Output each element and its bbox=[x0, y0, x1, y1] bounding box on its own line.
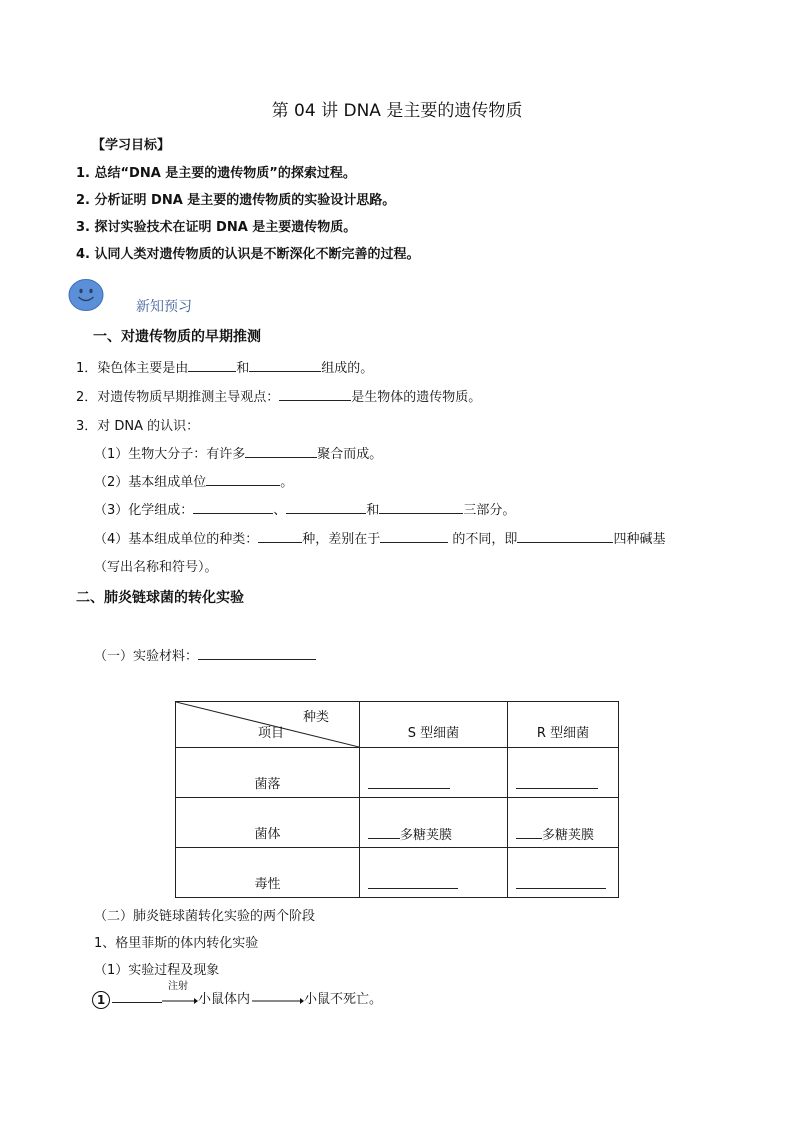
question-3-4-text-c: 的不同，即 bbox=[448, 532, 518, 547]
question-3-4-text-a: （4）基本组成单位的种类： bbox=[94, 532, 259, 547]
question-2 bbox=[76, 386, 481, 405]
step-1 bbox=[92, 981, 383, 1009]
result-arrow bbox=[250, 989, 304, 1003]
question-3-1-text-a: （1）生物大分子：有许多 bbox=[94, 447, 246, 462]
corner-top-label: 种类 bbox=[302, 710, 329, 725]
answer-blank[interactable] bbox=[206, 471, 280, 486]
row-label: 毒性 bbox=[176, 848, 360, 898]
objective-item-3: 3. 探讨实验技术在证明 DNA 是主要遗传物质。 bbox=[76, 220, 357, 235]
objective-item-4: 4. 认同人类对遗传物质的认识是不断深化不断完善的过程。 bbox=[76, 247, 420, 262]
griffith-heading: 1、格里菲斯的体内转化实验 bbox=[94, 936, 259, 951]
objectives-heading: 【学习目标】 bbox=[92, 138, 171, 153]
table-cell bbox=[360, 748, 508, 798]
arrow-right-icon bbox=[250, 991, 304, 1005]
question-3-4 bbox=[94, 528, 665, 547]
header-s-type: S 型细菌 bbox=[360, 702, 508, 748]
question-3-3-text-b: 、 bbox=[273, 503, 287, 518]
question-3-2-text-a: （2）基本组成单位 bbox=[94, 475, 207, 490]
inject-arrow bbox=[162, 981, 198, 1003]
table-cell bbox=[508, 848, 619, 898]
corner-bottom-label: 项目 bbox=[258, 726, 285, 741]
answer-blank[interactable] bbox=[112, 988, 162, 1003]
answer-blank[interactable] bbox=[516, 776, 598, 789]
smiley-icon bbox=[68, 278, 104, 312]
answer-blank[interactable] bbox=[516, 876, 606, 889]
table-header-row bbox=[176, 702, 619, 748]
cell-suffix: 多糖荚膜 bbox=[400, 828, 453, 843]
question-2-text-a: 2．对遗传物质早期推测主导观点： bbox=[76, 390, 280, 405]
answer-blank[interactable] bbox=[368, 876, 458, 889]
question-1 bbox=[76, 357, 373, 376]
objective-item-1: 1. 总结“DNA 是主要的遗传物质”的探索过程。 bbox=[76, 166, 356, 181]
question-3-3-text-c: 和 bbox=[366, 503, 380, 518]
question-3-4-text-b: 种，差别在于 bbox=[302, 532, 381, 547]
answer-blank[interactable] bbox=[516, 826, 542, 839]
answer-blank[interactable] bbox=[279, 386, 351, 401]
section1-heading: 一、对遗传物质的早期推测 bbox=[93, 329, 261, 345]
preview-label: 新知预习 bbox=[136, 299, 192, 315]
material-label: （一）实验材料： bbox=[94, 649, 199, 664]
question-3-3 bbox=[94, 499, 515, 518]
step-1-into: 小鼠体内 bbox=[198, 992, 251, 1007]
stages-heading: （二）肺炎链球菌转化实验的两个阶段 bbox=[94, 909, 316, 924]
table-cell bbox=[508, 748, 619, 798]
question-3-4-text-d: 四种碱基 bbox=[613, 532, 666, 547]
table-cell bbox=[508, 798, 619, 848]
step-1-result: 小鼠不死亡。 bbox=[304, 992, 383, 1007]
cell-suffix: 多糖荚膜 bbox=[542, 828, 595, 843]
bacteria-table bbox=[175, 701, 619, 898]
header-r-type: R 型细菌 bbox=[508, 702, 619, 748]
answer-blank[interactable] bbox=[517, 528, 613, 543]
material-line bbox=[94, 645, 316, 664]
answer-blank[interactable] bbox=[198, 645, 316, 660]
question-3-1-text-b: 聚合而成。 bbox=[317, 447, 383, 462]
table-corner-cell bbox=[176, 702, 360, 748]
answer-blank[interactable] bbox=[368, 826, 400, 839]
table-cell bbox=[360, 848, 508, 898]
table-cell bbox=[360, 798, 508, 848]
question-3-4-continued: （写出名称和符号）。 bbox=[94, 560, 218, 575]
process-heading: （1）实验过程及现象 bbox=[94, 963, 220, 978]
answer-blank[interactable] bbox=[188, 357, 236, 372]
page-title: 第 04 讲 DNA 是主要的遗传物质 bbox=[271, 101, 523, 121]
question-3-3-text-d: 三部分。 bbox=[463, 503, 516, 518]
arrow-label: 注射 bbox=[168, 981, 188, 992]
answer-blank[interactable] bbox=[249, 357, 321, 372]
answer-blank[interactable] bbox=[380, 528, 448, 543]
answer-blank[interactable] bbox=[368, 776, 450, 789]
answer-blank[interactable] bbox=[193, 499, 273, 514]
question-3-3-text-a: （3）化学组成： bbox=[94, 503, 194, 518]
objective-item-2: 2. 分析证明 DNA 是主要的遗传物质的实验设计思路。 bbox=[76, 193, 396, 208]
step-number-badge: 1 bbox=[92, 991, 110, 1009]
question-1-text-c: 组成的。 bbox=[321, 361, 374, 376]
section2-heading: 二、肺炎链球菌的转化实验 bbox=[76, 590, 244, 606]
question-3-2-text-b: 。 bbox=[280, 475, 294, 490]
question-2-text-b: 是生物体的遗传物质。 bbox=[351, 390, 482, 405]
answer-blank[interactable] bbox=[258, 528, 302, 543]
question-3: 3．对 DNA 的认识： bbox=[76, 419, 200, 434]
question-3-2 bbox=[94, 471, 293, 490]
answer-blank[interactable] bbox=[286, 499, 366, 514]
question-3-1 bbox=[94, 443, 382, 462]
row-label: 菌落 bbox=[176, 748, 360, 798]
answer-blank[interactable] bbox=[245, 443, 317, 458]
answer-blank[interactable] bbox=[379, 499, 463, 514]
arrow-right-icon bbox=[162, 991, 198, 1005]
table-row bbox=[176, 798, 619, 848]
row-label: 菌体 bbox=[176, 798, 360, 848]
question-1-text-a: 1．染色体主要是由 bbox=[76, 361, 189, 376]
table-row bbox=[176, 848, 619, 898]
table-row bbox=[176, 748, 619, 798]
question-1-text-b: 和 bbox=[236, 361, 250, 376]
